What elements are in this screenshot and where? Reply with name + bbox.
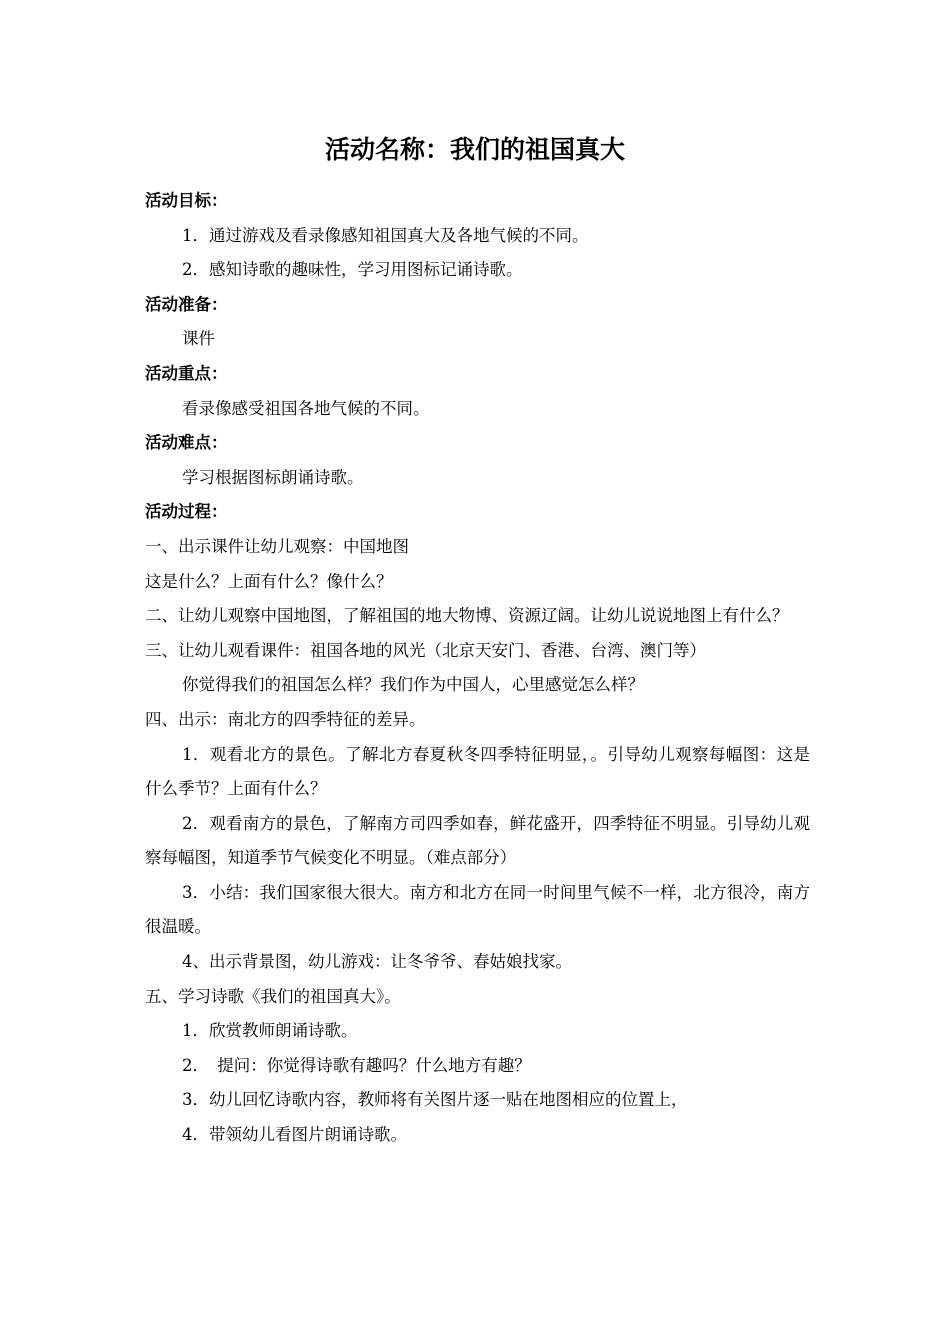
goal-item-2: 2．感知诗歌的趣味性，学习用图标记诵诗歌。 (182, 260, 523, 280)
process-step-5-item-1: 1．欣赏教师朗诵诗歌。 (182, 1021, 358, 1041)
process-step-4-item-4: 4、出示背景图，幼儿游戏：让冬爷爷、春姑娘找家。 (182, 952, 572, 972)
process-step-5: 五、学习诗歌《我们的祖国真大》。 (145, 986, 401, 1006)
process-step-1-question: 这是什么？上面有什么？像什么？ (145, 571, 393, 591)
difficulty-item-1: 学习根据图标朗诵诗歌。 (182, 467, 364, 487)
process-step-4-item-1: 1．观看北方的景色。了解北方春夏秋冬四季特征明显，。引导幼儿观察每幅图：这是什么季节？上面有什么？ (145, 744, 810, 799)
process-step-2: 二、让幼儿观察中国地图，了解祖国的地大物博、资源辽阔。让幼儿说说地图上有什么？ (145, 606, 789, 626)
difficulty-heading: 活动难点： (145, 433, 228, 453)
process-step-5-item-2: 2． 提问：你觉得诗歌有趣吗？什么地方有趣？ (182, 1055, 531, 1075)
document-body (145, 184, 810, 1153)
process-step-4-item-2: 2．观看南方的景色，了解南方司四季如春，鲜花盛开，四季特征不明显。引导幼儿观察每幅图，知道季节气候变化不明显。（难点部分） (145, 813, 810, 868)
prep-heading: 活动准备： (145, 294, 228, 314)
process-step-4-item-3: 3．小结：我们国家很大很大。南方和北方在同一时间里气候不一样，北方很冷，南方很温暖。 (145, 882, 810, 937)
document-title: 活动名称：我们的祖国真大 (324, 135, 625, 164)
process-step-1: 一、出示课件让幼儿观察：中国地图 (145, 536, 409, 556)
focus-item-1: 看录像感受祖国各地气候的不同。 (182, 398, 430, 418)
process-step-4: 四、出示：南北方的四季特征的差异。 (145, 709, 426, 729)
process-step-3: 三、让幼儿观看课件：祖国各地的风光（北京天安门、香港、台湾、澳门等） (145, 640, 706, 660)
process-heading: 活动过程： (145, 502, 228, 522)
process-step-5-item-3: 3．幼儿回忆诗歌内容，教师将有关图片逐一贴在地图相应的位置上， (182, 1090, 688, 1110)
goal-item-1: 1．通过游戏及看录像感知祖国真大及各地气候的不同。 (182, 225, 589, 245)
prep-item-1: 课件 (182, 329, 215, 349)
goal-heading: 活动目标： (145, 191, 228, 210)
focus-heading: 活动重点： (145, 363, 228, 383)
process-step-3-question: 你觉得我们的祖国怎么样？我们作为中国人，心里感觉怎么样？ (182, 675, 644, 695)
process-step-5-item-4: 4．带领幼儿看图片朗诵诗歌。 (182, 1125, 407, 1145)
